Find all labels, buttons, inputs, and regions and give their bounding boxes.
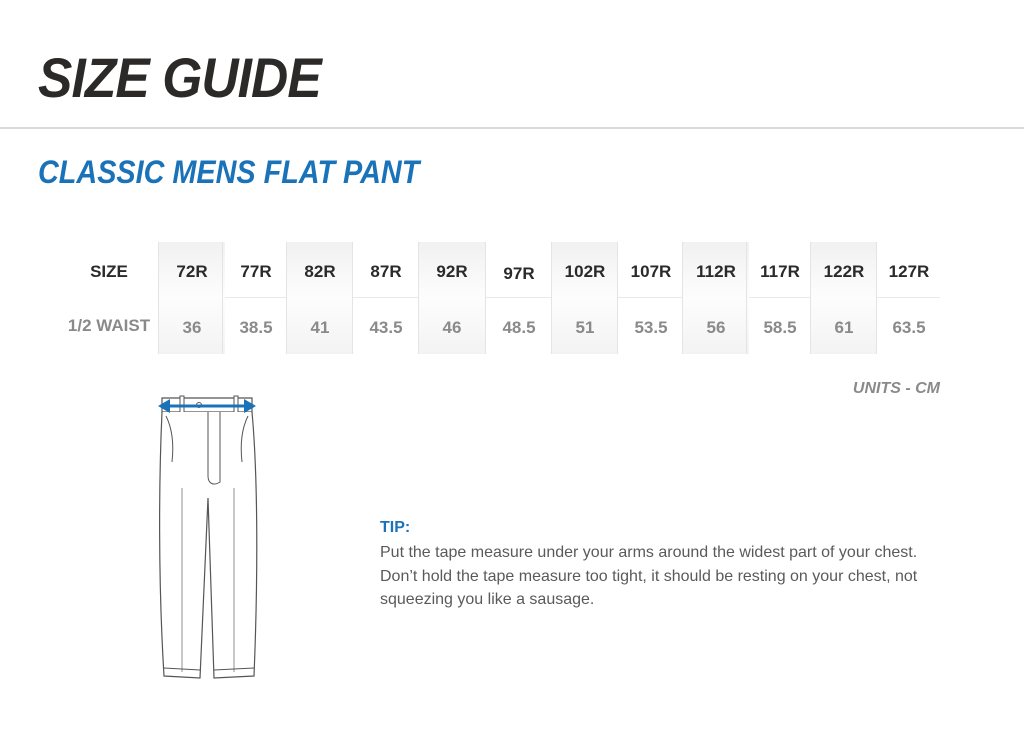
waist-cell: 38.5	[239, 318, 273, 337]
size-column	[810, 242, 877, 354]
waist-cell: 61	[834, 318, 854, 337]
size-cell: 82R	[304, 262, 336, 281]
size-column	[352, 242, 419, 354]
size-cell: 92R	[436, 262, 468, 281]
size-cell: 112R	[696, 262, 736, 281]
header-divider	[0, 127, 1024, 129]
size-table	[60, 242, 940, 354]
waist-cell: 53.5	[634, 318, 668, 337]
size-column	[876, 242, 941, 354]
size-cell: 122R	[823, 262, 865, 281]
tip-line: Put the tape measure under your arms around the widest part of your chest.	[380, 544, 918, 561]
size-cell: 87R	[370, 262, 402, 281]
waist-cell: 41	[310, 318, 330, 337]
size-column	[286, 242, 353, 354]
waist-cell: 58.5	[763, 318, 797, 337]
waist-cell: 63.5	[892, 318, 926, 337]
size-cell: 127R	[888, 262, 930, 281]
size-column	[617, 242, 684, 354]
waist-cell: 46	[442, 318, 462, 337]
size-cell: 102R	[564, 262, 606, 281]
pants-measure-icon	[150, 388, 270, 688]
waist-cell: 51	[575, 318, 595, 337]
size-column	[682, 242, 749, 354]
size-cell: 77R	[240, 262, 272, 281]
product-title: CLASSIC MENS FLAT PANT	[38, 154, 420, 190]
waist-row-label: 1/2 WAIST	[67, 316, 151, 335]
size-cell: 97R	[503, 264, 535, 283]
size-cell: 117R	[760, 262, 800, 281]
waist-cell: 36	[182, 318, 202, 337]
size-column	[418, 242, 485, 354]
size-cell: 107R	[630, 262, 672, 281]
tip-line: squeezing you like a sausage.	[380, 591, 595, 608]
size-row-label: SIZE	[90, 262, 128, 281]
tip-text	[380, 541, 980, 612]
size-column	[551, 242, 618, 354]
waist-cell: 48.5	[502, 318, 536, 337]
size-column	[222, 242, 289, 354]
units-label: UNITS - CM	[852, 380, 940, 397]
waist-cell: 56	[706, 318, 726, 337]
waist-cell: 43.5	[369, 318, 403, 337]
size-column	[158, 242, 225, 354]
tip-line: Don’t hold the tape measure too tight, it should be resting on your chest, not	[380, 567, 918, 585]
size-cell: 72R	[176, 262, 208, 281]
size-column	[485, 242, 552, 354]
size-column	[746, 242, 813, 354]
tip-label: TIP:	[380, 519, 411, 536]
page-title: SIZE GUIDE	[38, 46, 321, 109]
